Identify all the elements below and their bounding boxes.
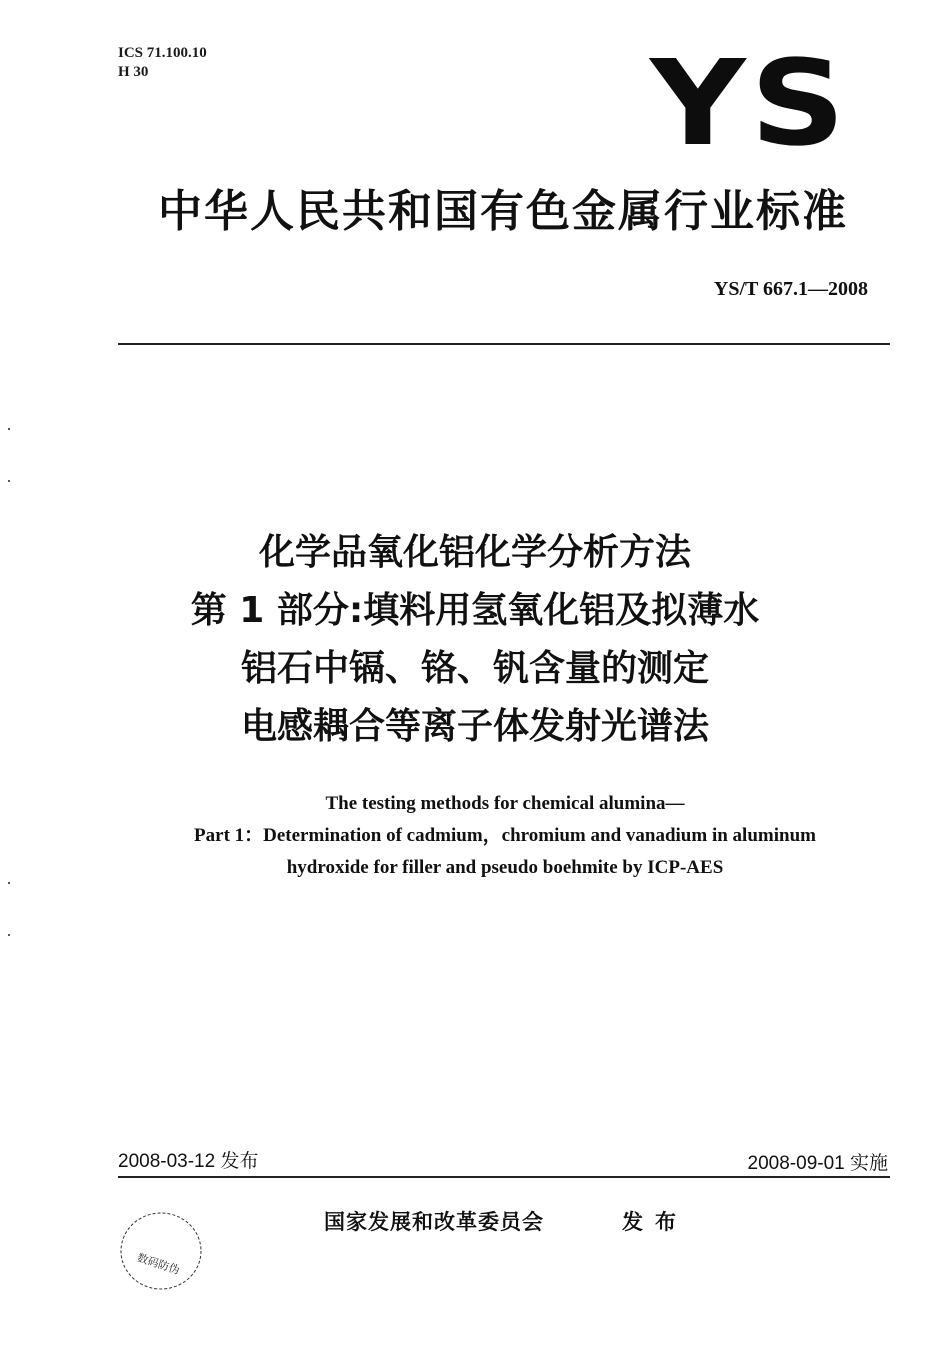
chinese-title-line-3: 铝石中镉、铬、钒含量的测定 bbox=[240, 648, 709, 689]
standard-number: YS/T 667.1—2008 bbox=[713, 278, 868, 300]
ics-code: ICS 71.100.10 bbox=[118, 45, 207, 61]
chinese-title-line-1: 化学品氧化铝化学分析方法 bbox=[258, 532, 691, 573]
classification-code: H 30 bbox=[118, 64, 149, 80]
publisher-name: 国家发展和改革委员会 bbox=[324, 1210, 544, 1234]
chinese-title bbox=[80, 524, 870, 756]
english-title-line-1: The testing methods for chemical alumina— bbox=[325, 793, 685, 814]
anti-counterfeit-stamp bbox=[116, 1206, 206, 1296]
english-title-line-3: hydroxide for filler and pseudo boehmite by ICP-AES bbox=[286, 857, 724, 878]
scan-speck bbox=[8, 882, 10, 884]
standard-category-title: 中华人民共和国有色金属行业标准 bbox=[158, 186, 848, 237]
stamp-text: 数码防伪 bbox=[135, 1251, 182, 1278]
publish-label: 发布 bbox=[622, 1210, 688, 1234]
scan-speck bbox=[8, 428, 10, 430]
english-title-line-2: Part 1：Determination of cadmium，chromium and vanadium in aluminum bbox=[194, 825, 816, 846]
header-divider bbox=[118, 343, 890, 345]
chinese-title-line-2: 第 1 部分:填料用氢氧化铝及拟薄水 bbox=[190, 590, 760, 631]
issue-date: 2008-03-12 发布 bbox=[118, 1151, 259, 1172]
ics-block bbox=[118, 44, 207, 82]
english-title bbox=[100, 788, 910, 884]
scan-speck bbox=[8, 480, 10, 482]
scan-speck bbox=[8, 934, 10, 936]
ys-logo: YS bbox=[650, 34, 850, 172]
implementation-date: 2008-09-01 实施 bbox=[747, 1153, 888, 1174]
footer-divider bbox=[118, 1176, 890, 1178]
chinese-title-line-4: 电感耦合等离子体发射光谱法 bbox=[240, 706, 709, 747]
